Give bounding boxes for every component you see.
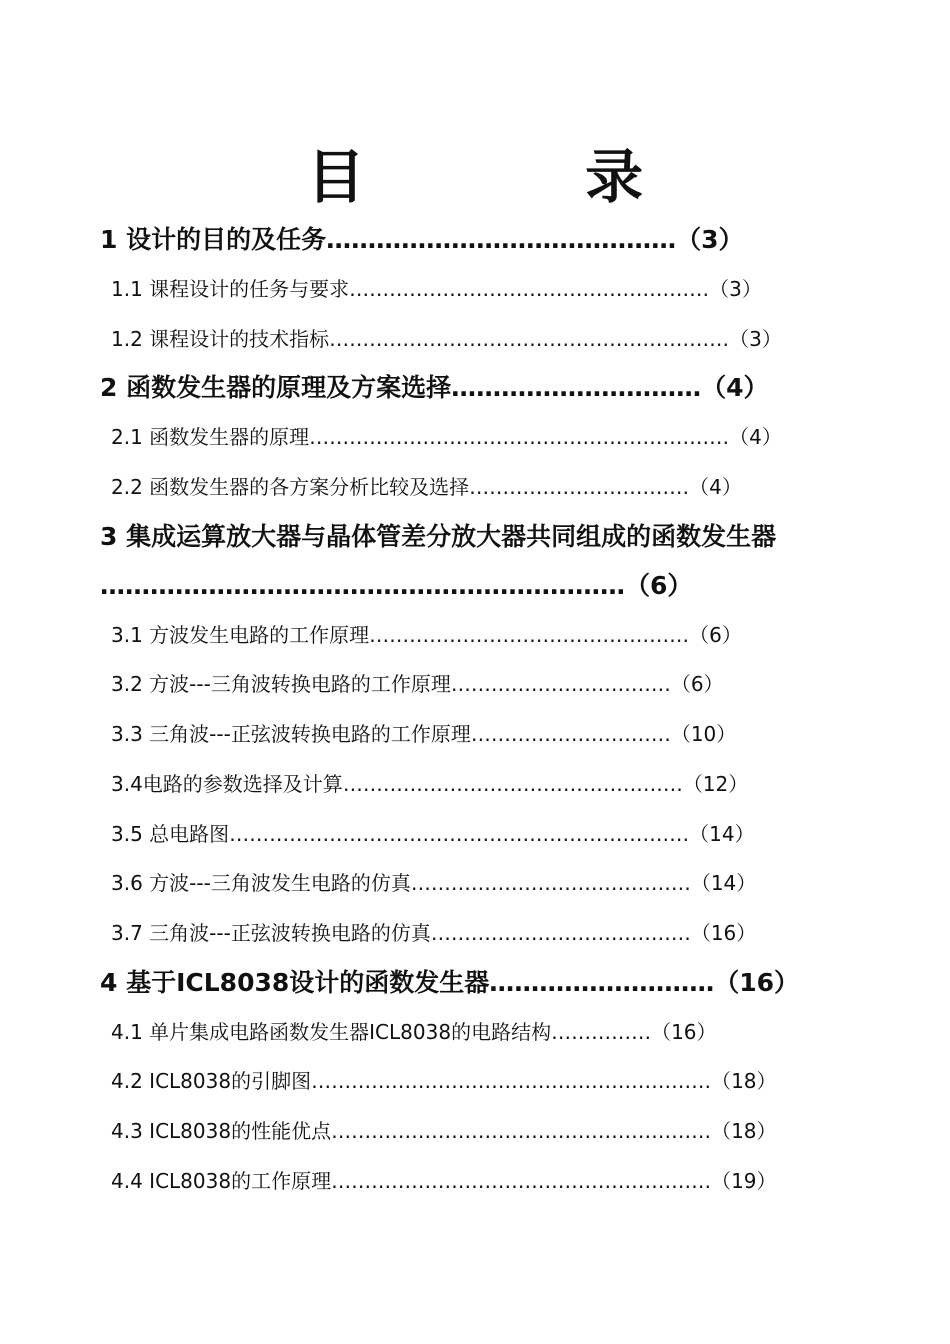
toc-page-number: （3） [676,225,744,254]
toc-page-number: （14） [690,871,757,896]
table-of-contents [0,218,950,1208]
toc-page-number: （4） [689,475,742,500]
toc-entry-label: 1.2 课程设计的技术指标 [111,326,330,351]
toc-leader-dots: …………………………………………………… [329,326,730,351]
toc-leader-dots: …………………………………… [410,871,691,896]
toc-leader-dots: …………………………………………………… [311,1069,712,1094]
toc-page-number: （3） [729,326,782,351]
page-title: 目 录 [306,143,744,211]
toc-entry-label: 3.6 方波---三角波发生电路的仿真 [111,871,411,896]
toc-leader-dots: …………… [551,1019,652,1044]
toc-leader-dots: ………………………………………………… [331,1168,712,1193]
toc-leader-dots: ………………………………… [430,920,691,945]
toc-page-number: （19） [711,1168,777,1193]
toc-leader-dots: ……………………………………………………… [100,570,625,600]
toc-entry-label: 2.2 函数发生器的各方案分析比较及选择 [111,475,470,500]
toc-entry-label: 4.3 ICL8038的性能优点 [111,1118,332,1143]
toc-entry-3-7[interactable] [0,911,950,961]
toc-leader-dots: ………………………………………… [369,622,690,647]
toc-page-number: （16） [714,967,800,997]
toc-entry-label: 1 设计的目的及任务 [100,225,327,254]
toc-entry-label: 3.2 方波---三角波转换电路的工作原理 [111,672,451,697]
toc-leader-dots: ……………………… [489,967,715,997]
toc-entry-1[interactable] [0,218,950,267]
toc-entry-label: 3.3 三角波---正弦波转换电路的工作原理 [111,722,471,747]
toc-entry-label: 4.4 ICL8038的工作原理 [111,1168,332,1193]
toc-entry-4-4[interactable] [0,1159,950,1209]
toc-page-number: （12） [682,771,749,796]
toc-entry-label: 2 函数发生器的原理及方案选择 [100,373,452,403]
toc-page-number: （3） [709,277,762,301]
toc-entry-2-2[interactable] [0,465,950,515]
toc-entry-3-3[interactable] [0,712,950,762]
toc-page-number: （4） [701,373,769,403]
toc-leader-dots: ………………………… [470,722,671,747]
toc-entry-4-1[interactable] [0,1010,950,1060]
toc-entry-3-2[interactable] [0,662,950,712]
toc-entry-4-2[interactable] [0,1059,950,1109]
toc-entry-3-6[interactable] [0,861,950,911]
toc-page-number: （4） [729,425,782,450]
toc-leader-dots: …………………………………………………………… [229,821,690,846]
toc-entry-3[interactable] [0,515,950,613]
toc-entry-1-2[interactable] [0,317,950,367]
toc-entry-2-1[interactable] [0,415,950,465]
toc-page-number: （18） [711,1118,777,1143]
toc-page-number: （6） [625,570,693,600]
toc-leader-dots: ……………………………………………… [349,277,710,301]
toc-entry-label: 3.5 总电路图 [111,821,230,846]
toc-entry-4-3[interactable] [0,1109,950,1159]
toc-page-number: （6） [689,622,742,647]
toc-leader-dots: …………………………… [469,475,690,500]
toc-page-number: （14） [689,821,755,846]
toc-entry-3-1[interactable] [0,613,950,663]
toc-entry-2[interactable] [0,366,950,415]
toc-entry-label: 4.1 单片集成电路函数发生器ICL8038的电路结构 [111,1019,552,1044]
toc-leader-dots: ……………………………………………………… [309,425,730,450]
toc-entry-label: 3.7 三角波---正弦波转换电路的仿真 [111,920,431,945]
toc-leader-dots: ………………………………………………… [331,1118,712,1143]
toc-page-number: （16） [651,1019,717,1044]
toc-page-number: （10） [670,722,737,747]
toc-entry-continuation [100,564,950,613]
toc-leader-dots: …………………………………… [326,225,677,254]
toc-leader-dots: …………………………… [450,672,671,697]
toc-entry-3-5[interactable] [0,812,950,862]
toc-entry-label: 1.1 课程设计的任务与要求 [111,277,350,301]
toc-entry-label: 4 基于ICL8038设计的函数发生器 [100,967,490,997]
toc-leader-dots: …………………………………………… [342,771,683,796]
toc-entry-label: 4.2 ICL8038的引脚图 [111,1069,312,1094]
toc-page-number: （18） [711,1069,777,1094]
toc-entry-label: 3.1 方波发生电路的工作原理 [111,622,370,647]
toc-leader-dots: ………………………… [451,373,702,403]
toc-page-number: （6） [670,672,724,697]
toc-entry-1-1[interactable] [0,267,950,317]
toc-entry-4[interactable] [0,961,950,1010]
toc-entry-label: 2.1 函数发生器的原理 [111,425,310,450]
toc-entry-3-4[interactable] [0,762,950,812]
toc-entry-label: 3.4电路的参数选择及计算 [111,771,343,796]
toc-entry-label: 3 集成运算放大器与晶体管差分放大器共同组成的函数发生器 [100,521,777,551]
toc-page-number: （16） [690,920,757,945]
